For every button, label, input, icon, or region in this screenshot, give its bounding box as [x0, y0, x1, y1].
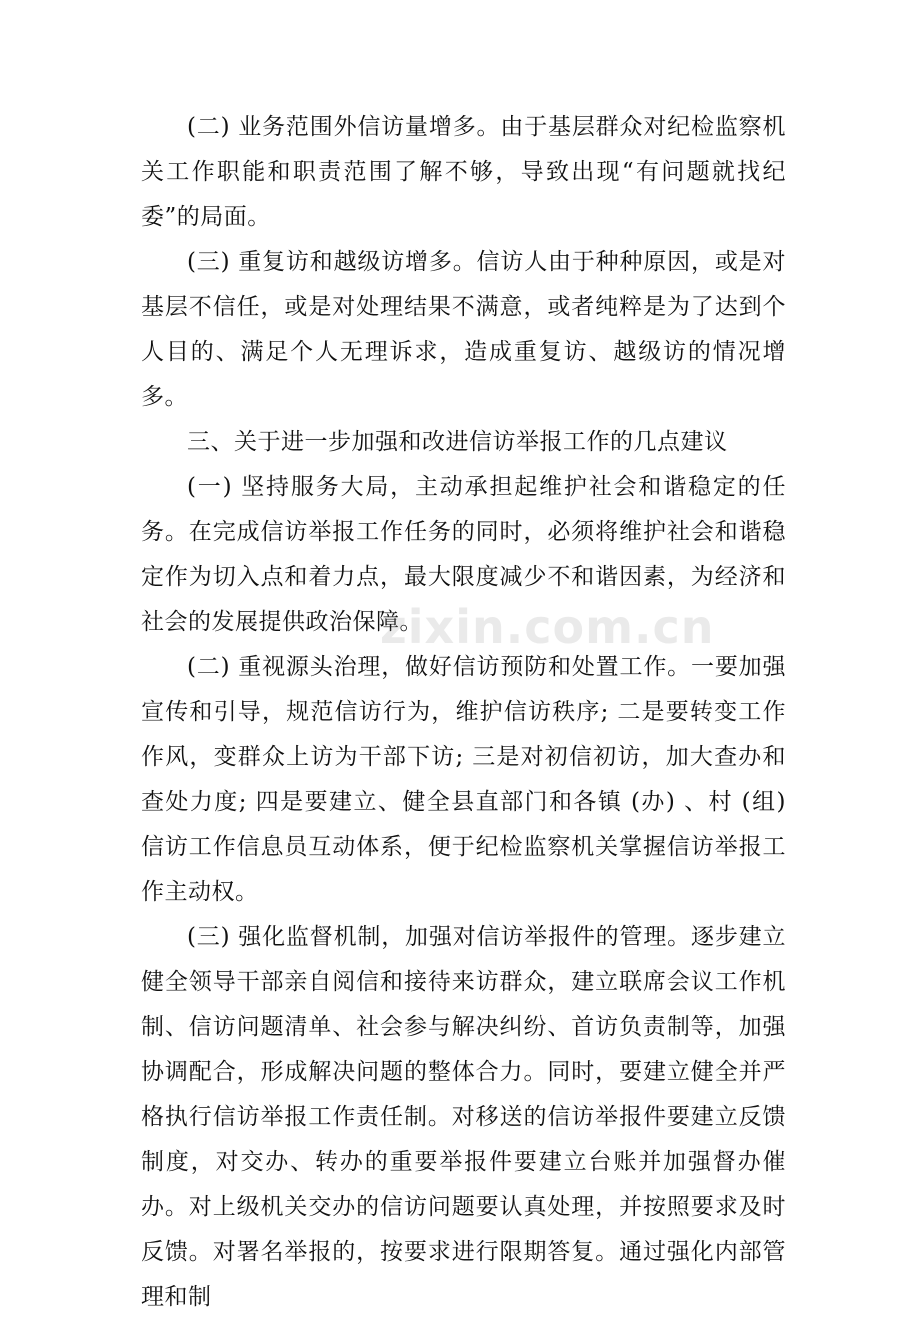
- paragraph-1-serve-overall: (一) 坚持服务大局，主动承担起维护社会和谐稳定的任务。在完成信访举报工作任务的同时，必须将维护社会和谐稳定作为切入点和着力点，最大限度减少不和谐因素，为经济和社会的发展提供政治保障。: [141, 474, 786, 635]
- watermark: zixin.com.cn: [380, 600, 715, 654]
- paragraph-2-source-governance: (二) 重视源头治理，做好信访预防和处置工作。一要加强宣传和引导，规范信访行为，维护信访秩序; 二是要转变工作作风，变群众上访为干部下访; 三是对初信初访，加大查办和查处力度; 四是要建立、健全县直部门和各镇 (办) 、村 (组) 信访工作信息员互动体系，便于纪检监察机关掌握信访举报工作主动权。: [141, 654, 786, 905]
- paragraph-3-supervision: (三) 强化监督机制，加强对信访举报件的管理。逐步建立健全领导干部亲自阅信和接待来访群众，建立联席会议工作机制、信访问题清单、社会参与解决纠纷、首访负责制等，加强协调配合，形成解决问题的整体合力。同时，要建立健全并严格执行信访举报工作责任制。对移送的信访举报件要建立反馈制度，对交办、转办的重要举报件要建立台账并加强督办催办。对上级机关交办的信访问题要认真处理，并按照要求及时反馈。对署名举报的，按要求进行限期答复。通过强化内部管理和制: [141, 924, 786, 1310]
- paragraph-2-business-scope: (二) 业务范围外信访量增多。由于基层群众对纪检监察机关工作职能和职责范围了解不够，导致出现“有问题就找纪委”的局面。: [141, 114, 786, 230]
- section-heading-suggestions: 三、关于进一步加强和改进信访举报工作的几点建议: [187, 429, 728, 455]
- document-body: [141, 105, 786, 1320]
- paragraph-3-repeat-visits: (三) 重复访和越级访增多。信访人由于种种原因，或是对基层不信任，或是对处理结果不满意，或者纯粹是为了达到个人目的、满足个人无理诉求，造成重复访、越级访的情况增多。: [141, 249, 786, 410]
